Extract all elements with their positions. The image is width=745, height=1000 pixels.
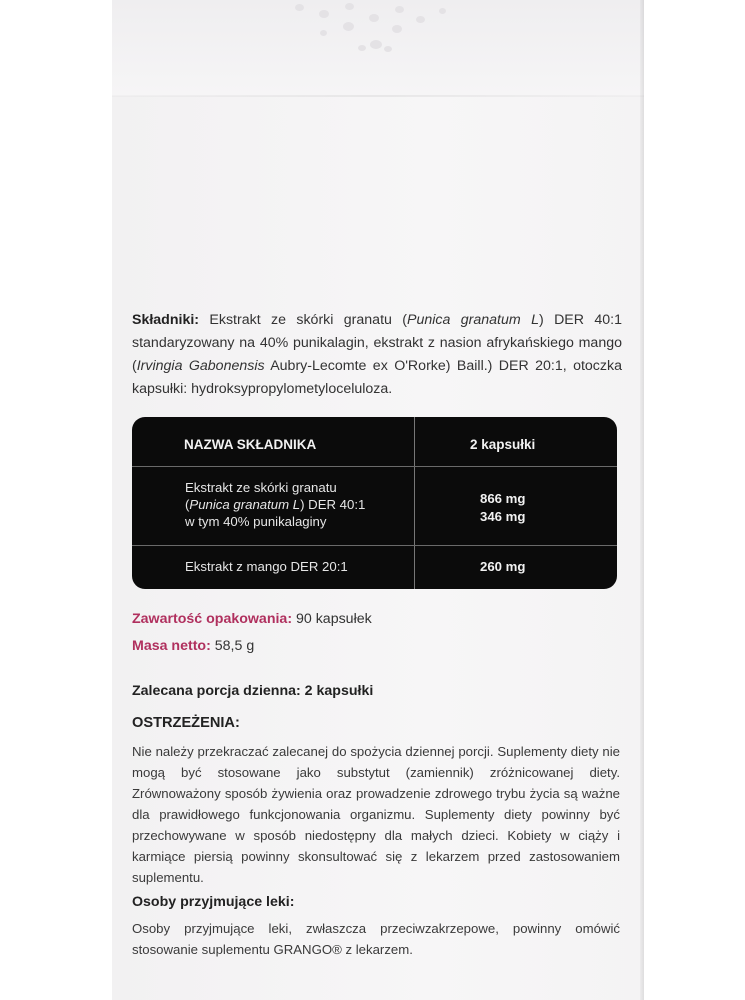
table-row-divider bbox=[132, 545, 617, 546]
net-mass-value: 58,5 g bbox=[210, 638, 255, 654]
decorative-dot-pattern bbox=[112, 0, 644, 70]
package-contents bbox=[132, 611, 372, 627]
medication-heading: Osoby przyjmujące leki: bbox=[132, 894, 295, 910]
medication-text: Osoby przyjmujące leki, zwłaszcza przeciwzakrzepowe, powinny omówić stosowanie suplementu GRANGO® z lekarzem. bbox=[132, 921, 620, 957]
net-mass bbox=[132, 638, 254, 654]
box-lid-edge bbox=[112, 95, 644, 97]
table-cell-text: w tym 40% punikalaginy bbox=[185, 514, 327, 529]
ingredients-latin-name: Irvingia Gabonensis bbox=[136, 358, 265, 374]
product-box-back bbox=[112, 0, 644, 1000]
ingredients-text-part: Ekstrakt ze skórki granatu ( bbox=[199, 312, 408, 328]
warnings-text: Nie należy przekraczać zalecanej do spożycia dziennej porcji. Suplementy diety nie mogą być stosowane jako substytut (zamiennik) zróżnicowanej diety. Zrównoważony sposób żywienia oraz prowadzenie zdrowego trybu życia są ważne dla prawidłowego funkcjonowania organizmu. Suplementy diety powinny być przechowywane w sposób niedostępny dla małych dzieci. Kobiety w ciąży i karmiące piersią powinny skonsultować się z lekarzem przed zastosowaniem suplementu. bbox=[132, 744, 620, 885]
table-row1-name bbox=[185, 479, 365, 530]
nutrition-table bbox=[132, 417, 617, 589]
package-contents-value: 90 kapsułek bbox=[292, 611, 372, 627]
table-row2-name: Ekstrakt z mango DER 20:1 bbox=[185, 559, 348, 574]
table-row-divider bbox=[132, 466, 617, 467]
warnings-heading: OSTRZEŻENIA: bbox=[132, 715, 240, 731]
net-mass-label: Masa netto: bbox=[132, 638, 211, 654]
ingredients-latin-name: Punica granatum L bbox=[407, 312, 539, 328]
table-header-name: NAZWA SKŁADNIKA bbox=[184, 437, 317, 452]
ingredients-text-part: ) DER 40:1 standaryzowany na 40% punikalagin, ekstrakt z nasion afrykańskiego mango ( bbox=[132, 312, 623, 374]
table-column-divider bbox=[414, 417, 415, 589]
table-header-dose: 2 kapsułki bbox=[470, 437, 536, 452]
package-contents-label: Zawartość opakowania: bbox=[132, 611, 293, 627]
ingredients-text bbox=[132, 309, 622, 401]
table-cell-text: (Punica granatum L) DER 40:1 bbox=[185, 497, 366, 512]
ingredients-label: Składniki: bbox=[132, 312, 200, 328]
daily-dose: Zalecana porcja dzienna: 2 kapsułki bbox=[132, 683, 374, 699]
table-cell-text: Ekstrakt ze skórki granatu bbox=[185, 480, 337, 495]
box-edge-shadow bbox=[640, 0, 644, 1000]
ingredients-text-part: Aubry-Lecomte ex O'Rorke) Baill.) DER 20:1, otoczka kapsułki: hydroksypropylometyloceluloza. bbox=[132, 358, 622, 397]
table-row2-value: 260 mg bbox=[480, 559, 526, 574]
table-row1-value: 866 mg bbox=[480, 491, 526, 506]
table-row1-value-sub: 346 mg bbox=[480, 509, 526, 524]
